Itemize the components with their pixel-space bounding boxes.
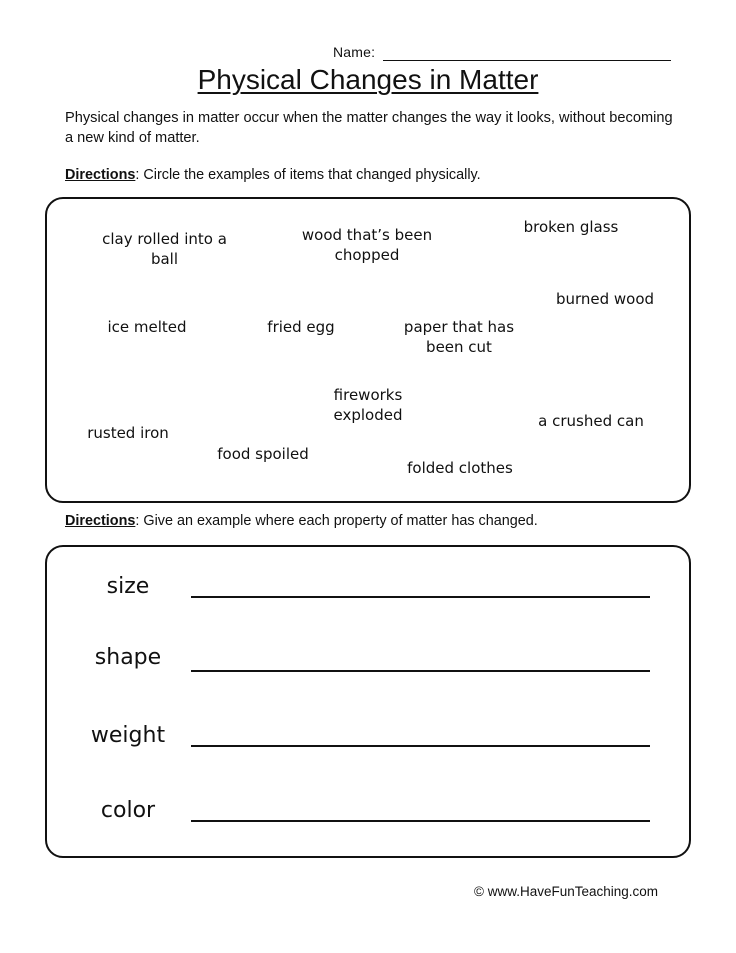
example-item[interactable] (201, 444, 325, 464)
example-line: a crushed can (538, 412, 644, 430)
example-line: ball (150, 250, 179, 268)
property-label-color: color (100, 798, 156, 823)
example-item[interactable] (77, 229, 252, 269)
example-item[interactable] (313, 385, 423, 425)
name-label: Name: (333, 44, 376, 60)
example-line: chopped (334, 246, 400, 264)
example-line: fried egg (267, 318, 335, 336)
example-line: fireworks (333, 386, 403, 404)
example-line: wood that’s been (301, 226, 433, 244)
example-line: folded clothes (407, 459, 513, 477)
answer-line-color[interactable] (191, 820, 650, 822)
example-item[interactable] (73, 423, 183, 443)
example-item[interactable] (87, 317, 207, 337)
answer-line-shape[interactable] (191, 670, 650, 672)
examples-box (45, 197, 691, 503)
directions-text: : Give an example where each property of matter has changed. (135, 513, 538, 529)
property-label-shape: shape (94, 645, 162, 670)
example-line: been cut (426, 338, 492, 356)
example-line: burned wood (555, 290, 655, 308)
directions-properties (65, 513, 538, 529)
example-item[interactable] (279, 225, 455, 265)
example-line: clay rolled into a (102, 230, 227, 248)
example-item[interactable] (251, 317, 351, 337)
directions-circle (65, 167, 481, 183)
directions-label: Directions (65, 167, 136, 183)
example-line: broken glass (523, 218, 619, 236)
example-item[interactable] (535, 289, 675, 309)
example-item[interactable] (501, 217, 641, 237)
example-item[interactable] (389, 458, 531, 478)
example-line: paper that has (403, 318, 515, 336)
example-line: food spoiled (217, 445, 309, 463)
example-item[interactable] (387, 317, 531, 357)
property-label-size: size (106, 574, 150, 599)
copyright-footer: © www.HaveFunTeaching.com (474, 884, 659, 899)
intro-text: Physical changes in matter occur when the matter changes the way it looks, without becoming a new kind of matter. (65, 110, 673, 146)
directions-text: : Circle the examples of items that changed physically. (135, 167, 481, 183)
example-line: exploded (333, 406, 403, 424)
answer-line-weight[interactable] (191, 745, 650, 747)
name-field[interactable] (383, 60, 671, 61)
property-label-weight: weight (90, 723, 166, 748)
example-line: ice melted (107, 318, 187, 336)
example-item[interactable] (521, 411, 661, 431)
page-title: Physical Changes in Matter (197, 64, 539, 95)
example-line: rusted iron (87, 424, 169, 442)
directions-label: Directions (65, 513, 136, 529)
answer-line-size[interactable] (191, 596, 650, 598)
